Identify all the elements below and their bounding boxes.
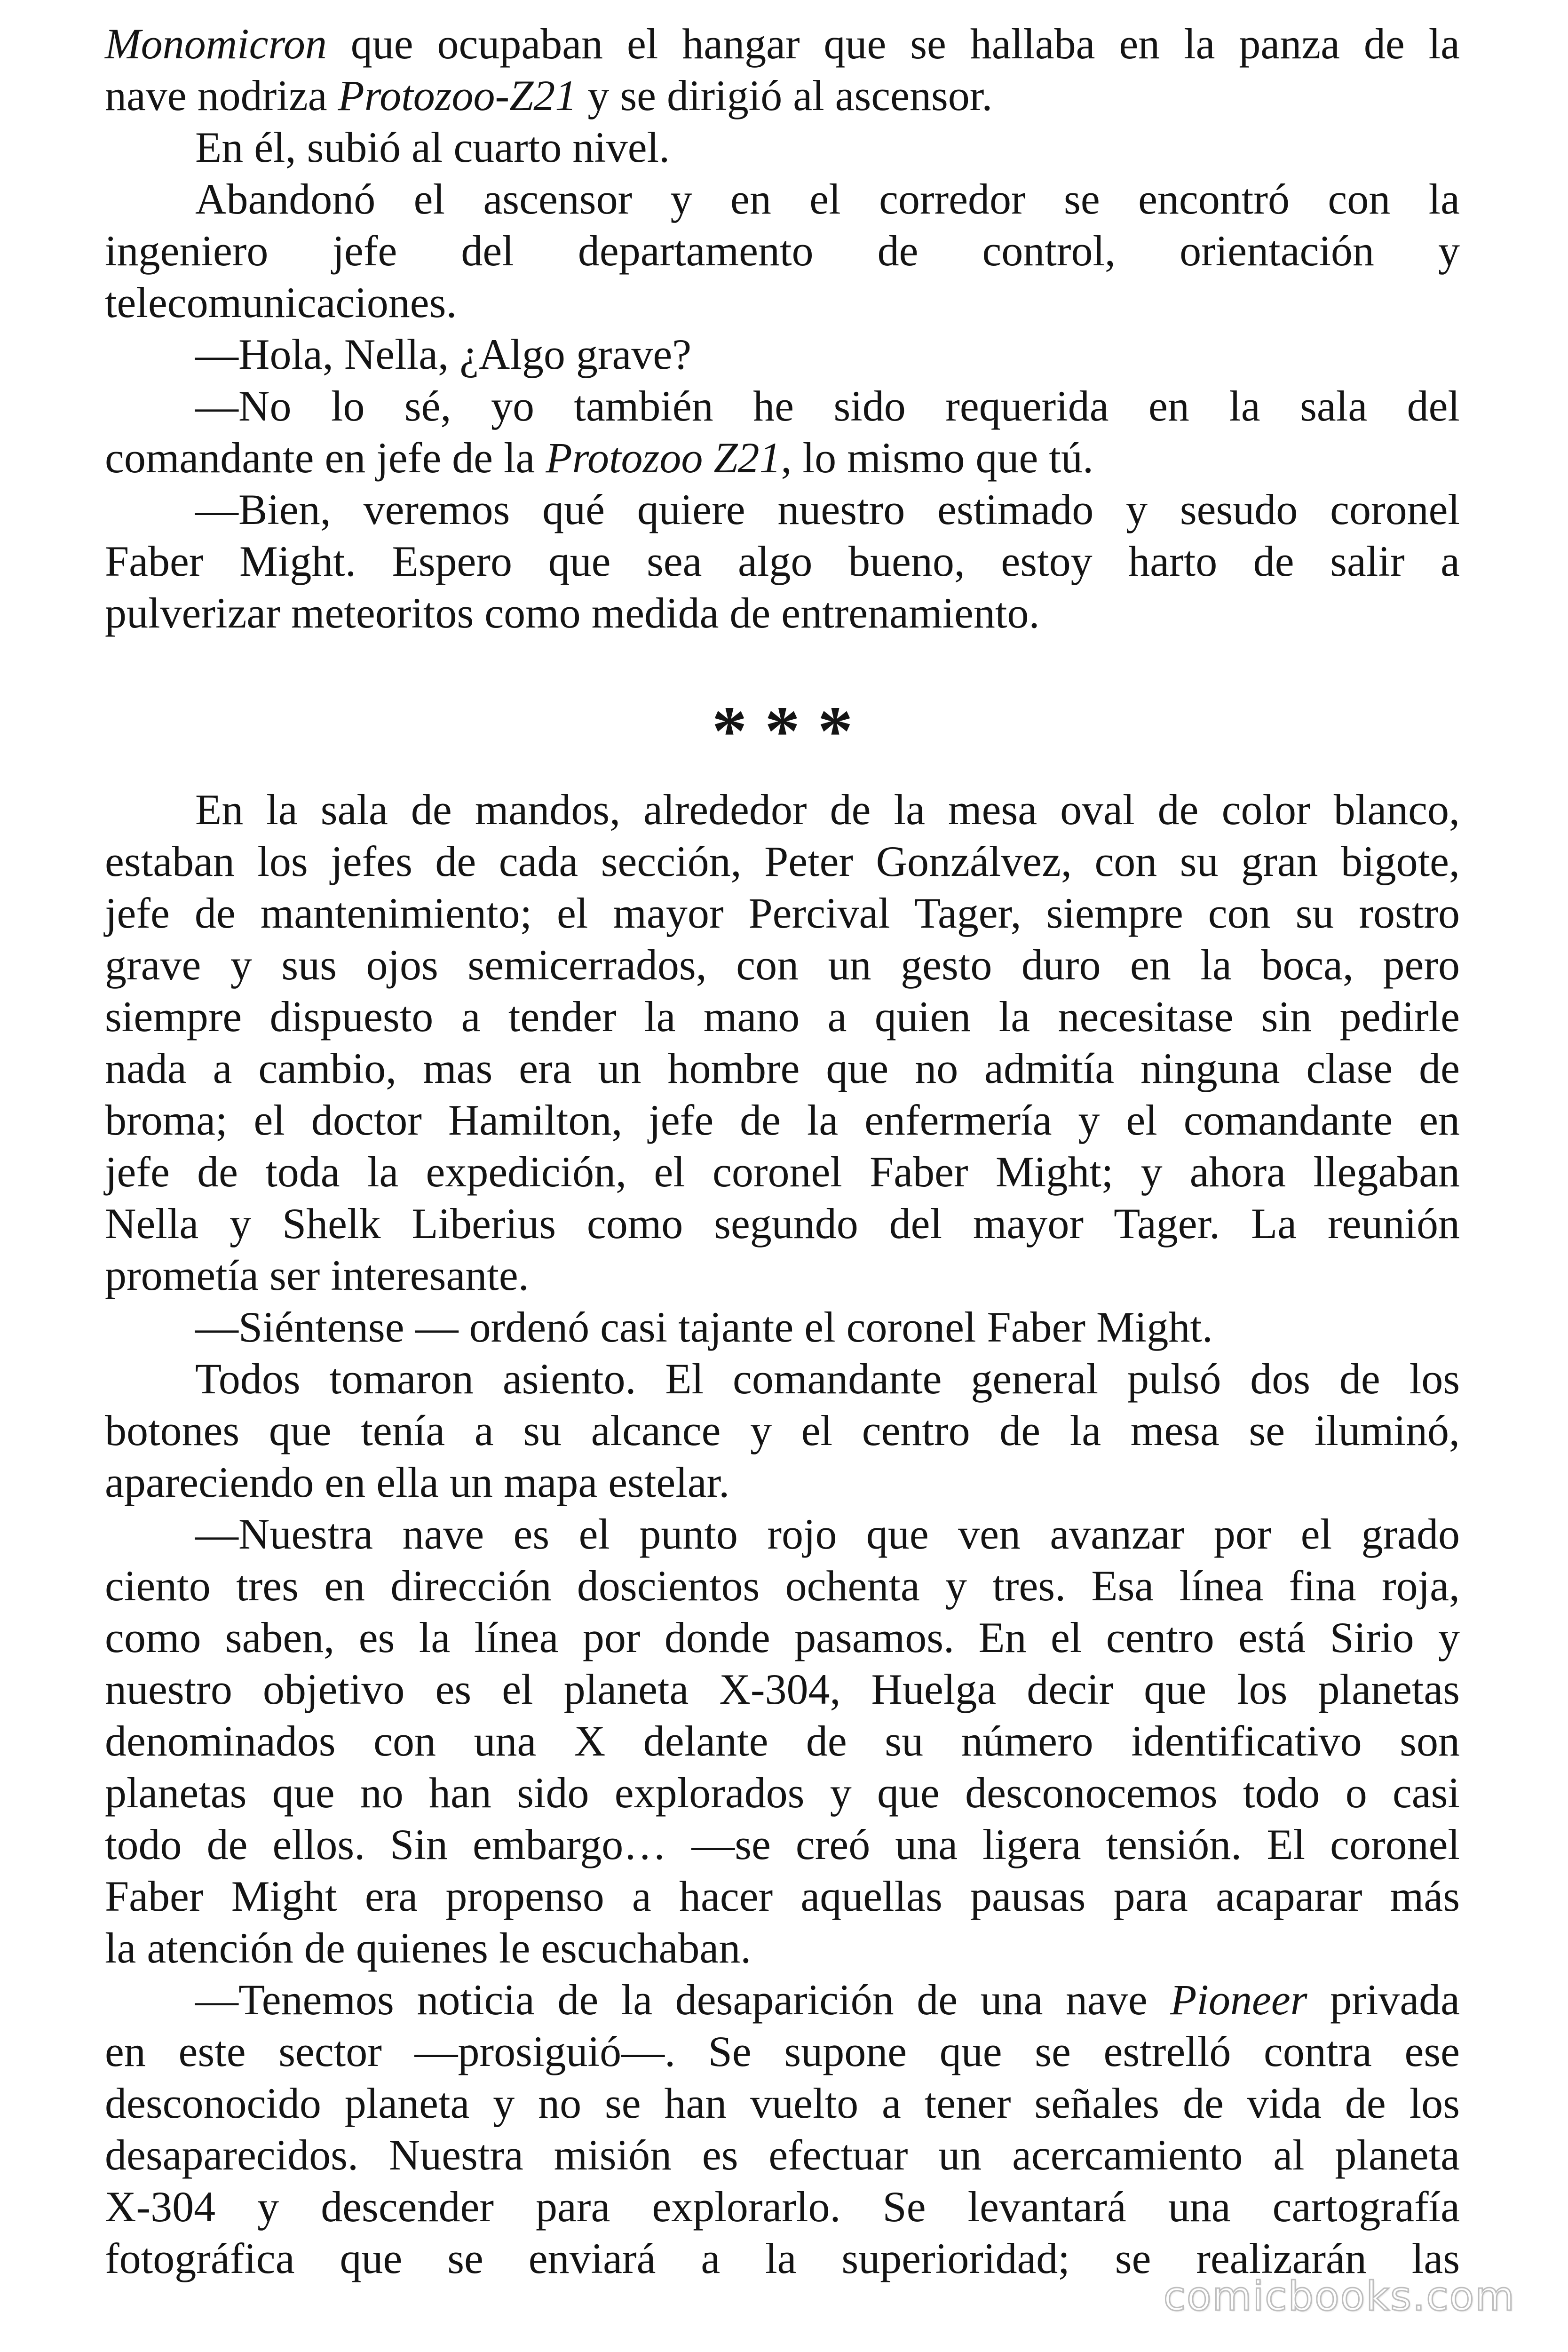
text-run: —Tenemos noticia de la desaparición de una nave (195, 1976, 1171, 2024)
text-line: Faber Might. Espero que sea algo bueno, estoy harto de salir a (105, 537, 1460, 585)
text-line: —Hola, Nella, ¿Algo grave? (195, 330, 692, 378)
paragraph (105, 173, 1460, 328)
text-line: en este sector —prosiguió—. Se supone que se estrelló contra ese (105, 2027, 1460, 2075)
text-line: jefe de toda la expedición, el coronel Faber Might; y ahora llegaban (105, 1148, 1460, 1196)
text-line: ciento tres en dirección doscientos ochenta y tres. Esa línea fina roja, (105, 1562, 1460, 1610)
text-run: privada (1307, 1976, 1460, 2024)
text-line: Abandonó el ascensor y en el corredor se encontró con la (195, 175, 1460, 223)
paragraph (105, 1301, 1460, 1353)
paragraph (105, 784, 1460, 1301)
watermark: comicbooks.com (1163, 2273, 1515, 2320)
paragraph (105, 484, 1460, 639)
text-line: todo de ellos. Sin embargo… —se creó una ligera tensión. El coronel (105, 1820, 1460, 1868)
text-line: apareciendo en ella un mapa estelar. (105, 1458, 730, 1506)
text-line: telecomunicaciones. (105, 278, 457, 326)
text-line: Faber Might era propenso a hacer aquellas pausas para acaparar más (105, 1872, 1460, 1920)
text-line: nada a cambio, mas era un hombre que no admitía ninguna clase de (105, 1044, 1460, 1092)
text-line: estaban los jefes de cada sección, Peter Gonzálvez, con su gran bigote, (105, 837, 1460, 885)
text-line: En la sala de mandos, alrededor de la mesa oval de color blanco, (195, 786, 1460, 834)
paragraph (105, 121, 1460, 173)
text-line: —No lo sé, yo también he sido requerida en la sala del (195, 382, 1460, 430)
text-line: nuestro objetivo es el planeta X-304, Huelga decir que los planetas (105, 1665, 1460, 1713)
italic-text: Monomicron (105, 20, 327, 68)
text-line: jefe de mantenimiento; el mayor Percival Tager, siempre con su rostro (105, 889, 1460, 937)
section-break (105, 639, 1460, 784)
text-line (105, 18, 1460, 70)
paragraph (105, 328, 1460, 380)
text-line (105, 1974, 1460, 2026)
text-line (105, 432, 1460, 484)
text-line: desconocido planeta y no se han vuelto a tener señales de vida de los (105, 2079, 1460, 2127)
text-line: pulverizar meteoritos como medida de entrenamiento. (105, 589, 1040, 637)
text-line: como saben, es la línea por donde pasamos. En el centro está Sirio y (105, 1613, 1460, 1661)
paragraph (105, 380, 1460, 484)
text-run: y se dirigió al ascensor. (577, 72, 993, 119)
italic-text: Protozoo-Z21 (338, 72, 577, 119)
text-line: En él, subió al cuarto nivel. (195, 123, 670, 171)
italic-text: Pioneer (1170, 1976, 1307, 2024)
text-line: —Nuestra nave es el punto rojo que ven avanzar por el grado (195, 1510, 1460, 1558)
paragraph (105, 1974, 1460, 2284)
text-run: , lo mismo que tú. (781, 434, 1093, 482)
text-line: —Siéntense — ordenó casi tajante el coronel Faber Might. (195, 1303, 1213, 1351)
text-line: broma; el doctor Hamilton, jefe de la enfermería y el comandante en (105, 1096, 1460, 1144)
text-line: planetas que no han sido explorados y que desconocemos todo o casi (105, 1769, 1460, 1817)
text-line: grave y sus ojos semicerrados, con un gesto duro en la boca, pero (105, 941, 1460, 989)
text-line: desaparecidos. Nuestra misión es efectuar un acercamiento al planeta (105, 2131, 1460, 2179)
text-line: fotográfica que se enviará a la superioridad; se realizarán las (105, 2234, 1460, 2282)
italic-text: Protozoo Z21 (546, 434, 781, 482)
text-line: X-304 y descender para explorarlo. Se levantará una cartografía (105, 2183, 1460, 2231)
text-line: ingeniero jefe del departamento de control, orientación y (105, 227, 1460, 275)
text-line: prometía ser interesante. (105, 1251, 529, 1299)
text-line: siempre dispuesto a tender la mano a quien la necesitase sin pedirle (105, 993, 1460, 1041)
text-line: Todos tomaron asiento. El comandante general pulsó dos de los (195, 1355, 1460, 1403)
text-run: comandante en jefe de la (105, 434, 546, 482)
text-column (105, 18, 1460, 2284)
text-line: la atención de quienes le escuchaban. (105, 1924, 752, 1972)
section-break-asterisks: * * * (712, 692, 853, 770)
text-run: nave nodriza (105, 72, 338, 119)
text-line: botones que tenía a su alcance y el centro de la mesa se iluminó, (105, 1406, 1460, 1454)
paragraph (105, 1508, 1460, 1974)
text-line (105, 70, 1460, 121)
paragraph (105, 1353, 1460, 1508)
text-line: Nella y Shelk Liberius como segundo del mayor Tager. La reunión (105, 1200, 1460, 1248)
text-line: —Bien, veremos qué quiere nuestro estimado y sesudo coronel (195, 485, 1460, 533)
text-line: denominados con una X delante de su número identificativo son (105, 1717, 1460, 1765)
text-run: que ocupaban el hangar que se hallaba en la panza de la (326, 20, 1460, 68)
paragraph (105, 18, 1460, 121)
